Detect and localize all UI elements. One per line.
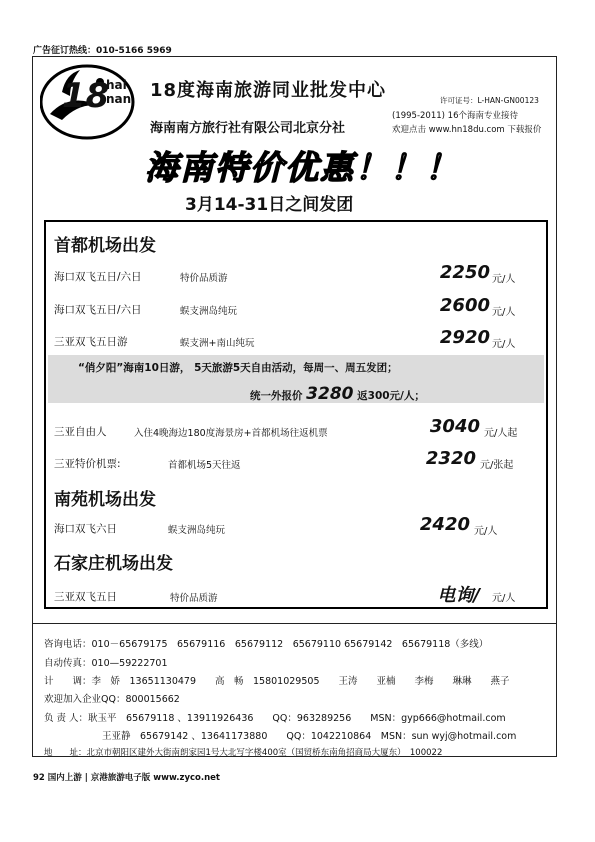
route-unit: 元/人 bbox=[492, 274, 516, 285]
route-name: 海口双飞五日/六日 bbox=[54, 271, 142, 283]
address-text: 北京市朝阳区建外大街南朗家园1号大北写字楼400室（国贸桥东南角招商局大厦东） 100022 bbox=[86, 748, 443, 758]
banner-title: 海南特价优惠！！！ bbox=[145, 148, 460, 187]
section-capital-airport: 首都机场出发 bbox=[54, 236, 156, 256]
route-desc: 蜈支洲岛纯玩 bbox=[180, 306, 238, 317]
promo-line2 bbox=[250, 384, 425, 404]
route-price: 2320 bbox=[425, 448, 476, 469]
section-shijiazhuang-airport: 石家庄机场出发 bbox=[54, 554, 173, 574]
route-desc: 特价品质游 bbox=[170, 593, 218, 604]
contact-divider bbox=[33, 623, 557, 624]
address-label: 地 址： bbox=[44, 748, 87, 758]
brand-logo bbox=[40, 62, 138, 142]
route-unit: 元/人 bbox=[474, 526, 498, 537]
route-name: 三亚自由人 bbox=[54, 426, 107, 438]
manager-label: 负 责 人： bbox=[44, 713, 89, 724]
promo-line1: “俏夕阳”海南10日游， 5天旅游5天自由活动，每周一、周五发团； bbox=[78, 362, 398, 374]
promo-price: 3280 bbox=[306, 384, 354, 404]
route-desc: 蜈支洲+南山纯玩 bbox=[180, 338, 255, 349]
phone-numbers: 010－65679175 65679116 65679112 65679110 65679142 65679118（多线） bbox=[91, 639, 489, 650]
route-name: 三亚双飞五日 bbox=[54, 591, 117, 603]
manager-row-1 bbox=[44, 710, 506, 724]
route-price: 2600 bbox=[439, 295, 490, 316]
route-desc: 首都机场5天往返 bbox=[168, 460, 241, 471]
route-desc: 蜈支洲岛纯玩 bbox=[168, 525, 226, 536]
page-footer: 92 国内上游 | 京港旅游电子版 www.zyco.net bbox=[33, 773, 220, 783]
website-link[interactable]: 欢迎点击 www.hn18du.com 下载报价 bbox=[392, 125, 542, 135]
address-row bbox=[44, 746, 442, 758]
date-range: 3月14-31日之间发团 bbox=[185, 195, 354, 215]
manager-contact-2: 王亚静 65679142 、13641173880 QQ：1042210864 MSN：sun wyj@hotmail.com bbox=[102, 731, 517, 742]
logo-number: 18 bbox=[62, 76, 110, 116]
route-unit: 元/人 bbox=[492, 339, 516, 350]
route-name: 三亚特价机票: bbox=[54, 458, 121, 470]
route-unit: 元/人 bbox=[492, 593, 516, 604]
logo-word-hai: hai bbox=[106, 78, 127, 92]
planner-row bbox=[44, 673, 510, 687]
route-desc: 特价品质游 bbox=[180, 273, 228, 284]
route-price: 3040 bbox=[429, 416, 480, 437]
planner-contacts: 李 娇 13651130479 高 畅 15801029505 王涛 亚楠 李梅 琳琳 燕子 bbox=[91, 676, 510, 687]
fax-number: 010—59222701 bbox=[91, 658, 168, 669]
fax-label: 自动传真： bbox=[44, 658, 92, 669]
phone-row bbox=[44, 636, 488, 650]
fax-row bbox=[44, 655, 168, 669]
promo-rebate: 返300元/人； bbox=[357, 390, 425, 402]
route-price: 2250 bbox=[439, 262, 490, 283]
route-price: 电询/ bbox=[437, 585, 480, 606]
branch-name: 海南南方旅行社有限公司北京分社 bbox=[150, 121, 346, 136]
qq-welcome: 欢迎加入企业QQ：800015662 bbox=[44, 694, 180, 705]
ad-hotline: 广告征订热线：010-5166 5969 bbox=[33, 46, 172, 56]
manager-contact-1: 耿玉平 65679118 、13911926436 QQ：963289256 MSN：gyp666@hotmail.com bbox=[88, 713, 506, 724]
route-price: 2420 bbox=[419, 514, 470, 535]
years-text: (1995-2011) 16个海南专业接待 bbox=[392, 111, 518, 121]
route-unit: 元/人 bbox=[492, 307, 516, 318]
route-name: 三亚双飞五日游 bbox=[54, 336, 128, 348]
phone-label: 咨询电话： bbox=[44, 639, 92, 650]
route-desc: 入住4晚海边180度海景房+首都机场往返机票 bbox=[134, 428, 328, 439]
logo-word-nan: nan bbox=[106, 92, 132, 106]
promo-price-label: 统一外报价 bbox=[250, 390, 303, 402]
route-unit: 元/张起 bbox=[480, 460, 514, 471]
license-number: 许可证号：L-HAN-GN00123 bbox=[440, 96, 539, 105]
route-name: 海口双飞五日/六日 bbox=[54, 304, 142, 316]
route-name: 海口双飞六日 bbox=[54, 523, 117, 535]
company-name: 18度海南旅游同业批发中心 bbox=[150, 80, 387, 101]
route-unit: 元/人起 bbox=[484, 428, 518, 439]
planner-label: 计 调： bbox=[44, 676, 92, 687]
route-price: 2920 bbox=[439, 327, 490, 348]
section-nanyuan-airport: 南苑机场出发 bbox=[54, 490, 156, 510]
